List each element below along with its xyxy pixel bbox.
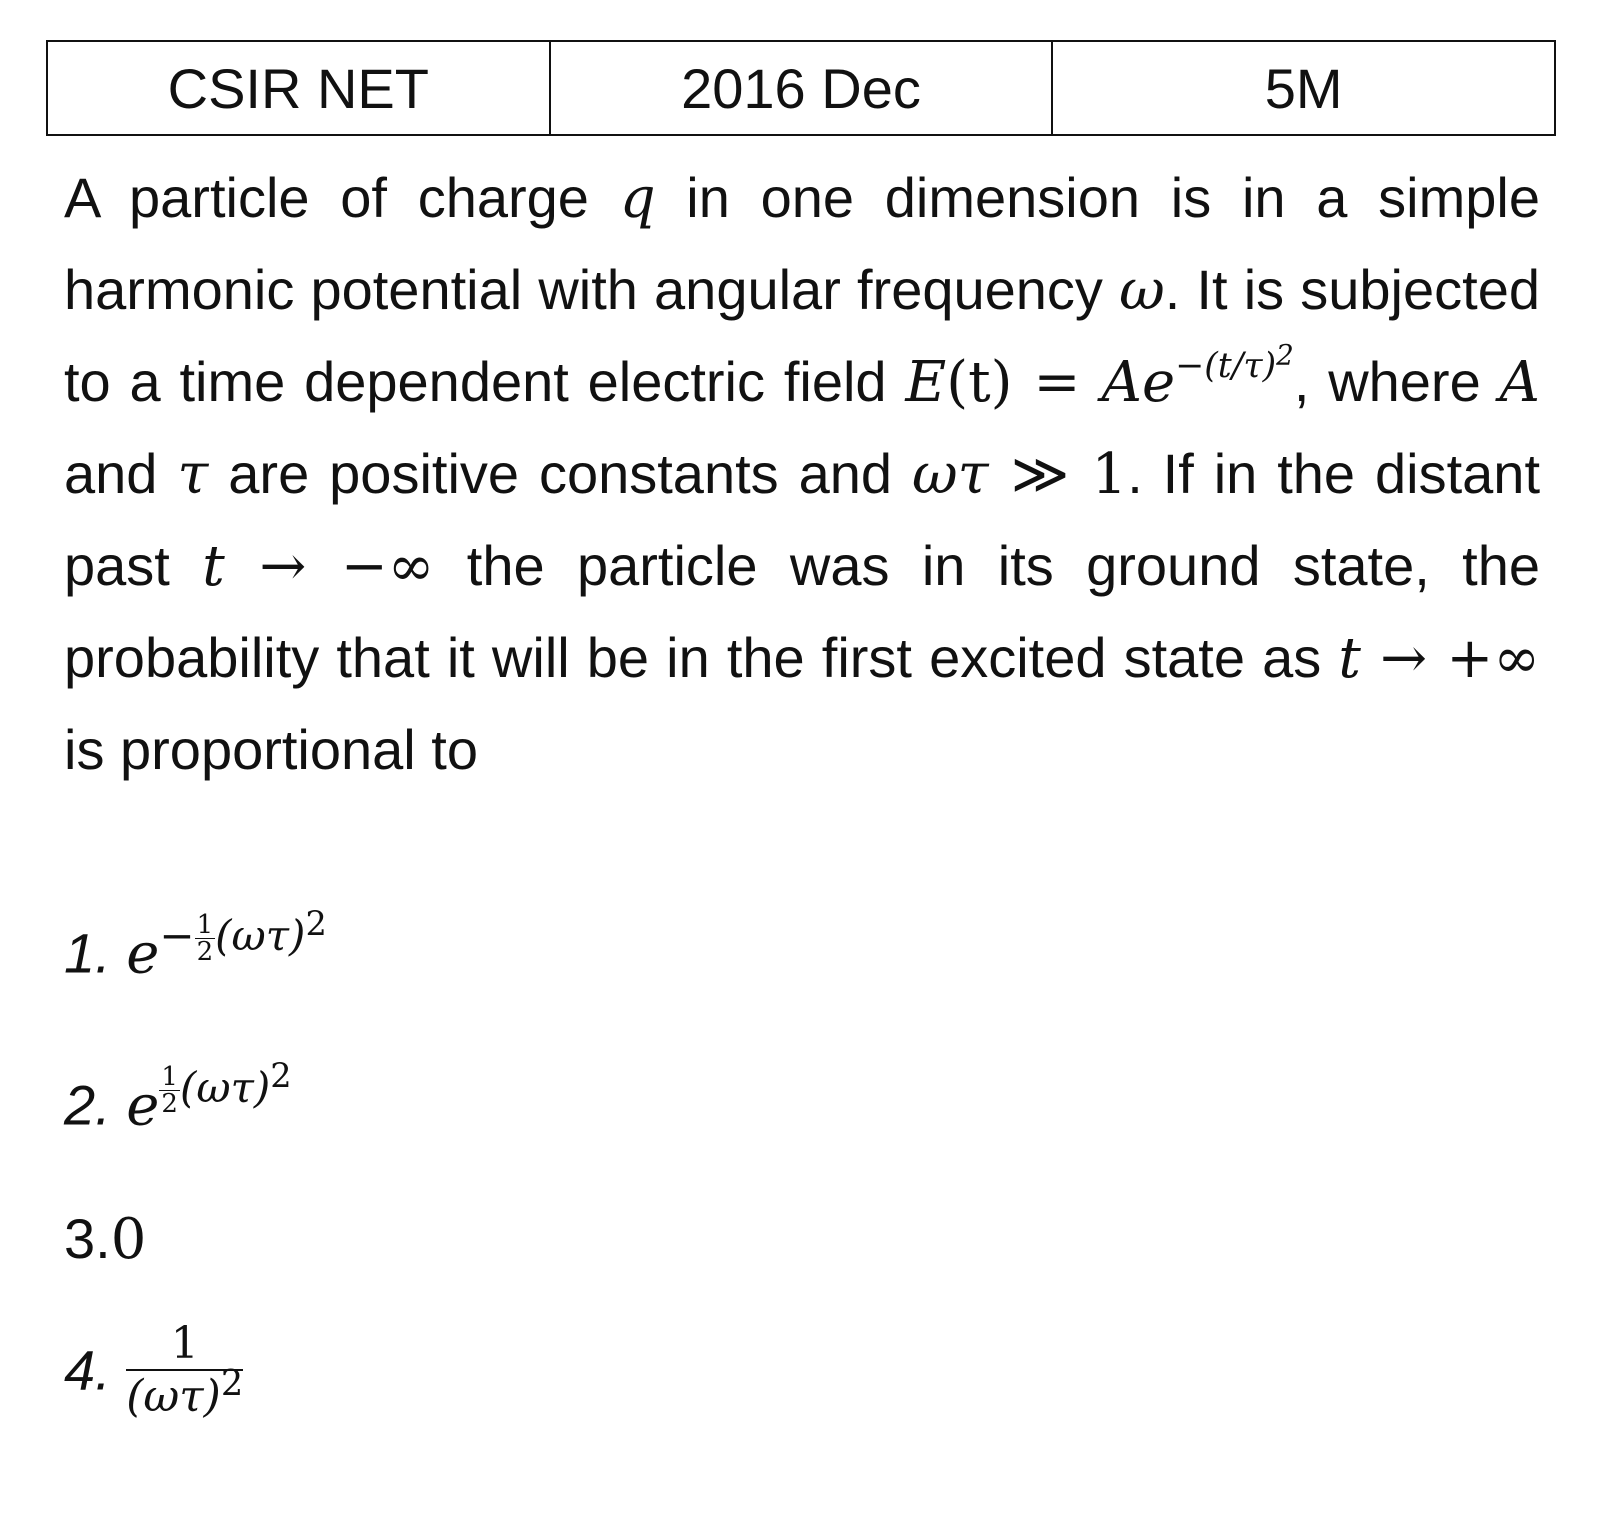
option-1-base: e [126, 921, 160, 987]
option-2-exponent: 1 2 (ωτ)2 [161, 1055, 292, 1120]
field-expression: $E(t) = Ae^{-(t/\tau)^2}$ [905, 338, 1294, 415]
marks-cell: 5M [1052, 41, 1555, 135]
symbol-t-past: t [202, 534, 225, 599]
option-1-exponent: − 1 2 (ωτ)2 [159, 903, 327, 968]
option-3-number: 3. [64, 1207, 111, 1270]
option-4[interactable] [64, 1318, 243, 1422]
option-3-value: 0 [110, 1207, 147, 1272]
exam-session-cell: 2016 Dec [550, 41, 1053, 135]
symbol-tau: τ [177, 442, 209, 507]
option-2[interactable] [64, 1055, 292, 1139]
option-1-number: 1. [64, 921, 111, 985]
option-4-fraction: $\frac{1}{(\omega\tau)^2}$ [126, 1318, 244, 1422]
symbol-A: A [1499, 350, 1540, 415]
header-table [46, 40, 1556, 136]
option-1[interactable] [64, 903, 327, 987]
symbol-q: q [619, 166, 656, 231]
question-text: A particle of charge q in one dimension is in a simple harmonic potential with angular frequency ω. It is subjected to a time dependent electric field $E(t) = Ae^{-(t/\tau)^2}$, where A and τ are positive constants and ωτ ≫ 1. If in the distant past t → −∞ the particle was in its ground state, the probability that it will be in the first excited state as t → +∞ is proportional to [64, 166, 1541, 781]
symbol-omega-tau: ωτ [911, 442, 989, 507]
symbol-omega: ω [1119, 258, 1165, 323]
option-3[interactable] [64, 1206, 146, 1272]
symbol-t-future: t [1338, 626, 1361, 691]
exam-name-cell: CSIR NET [47, 41, 550, 135]
option-4-number: 4. [64, 1338, 111, 1402]
option-2-number: 2. [64, 1073, 111, 1137]
option-2-base: e [126, 1073, 160, 1139]
